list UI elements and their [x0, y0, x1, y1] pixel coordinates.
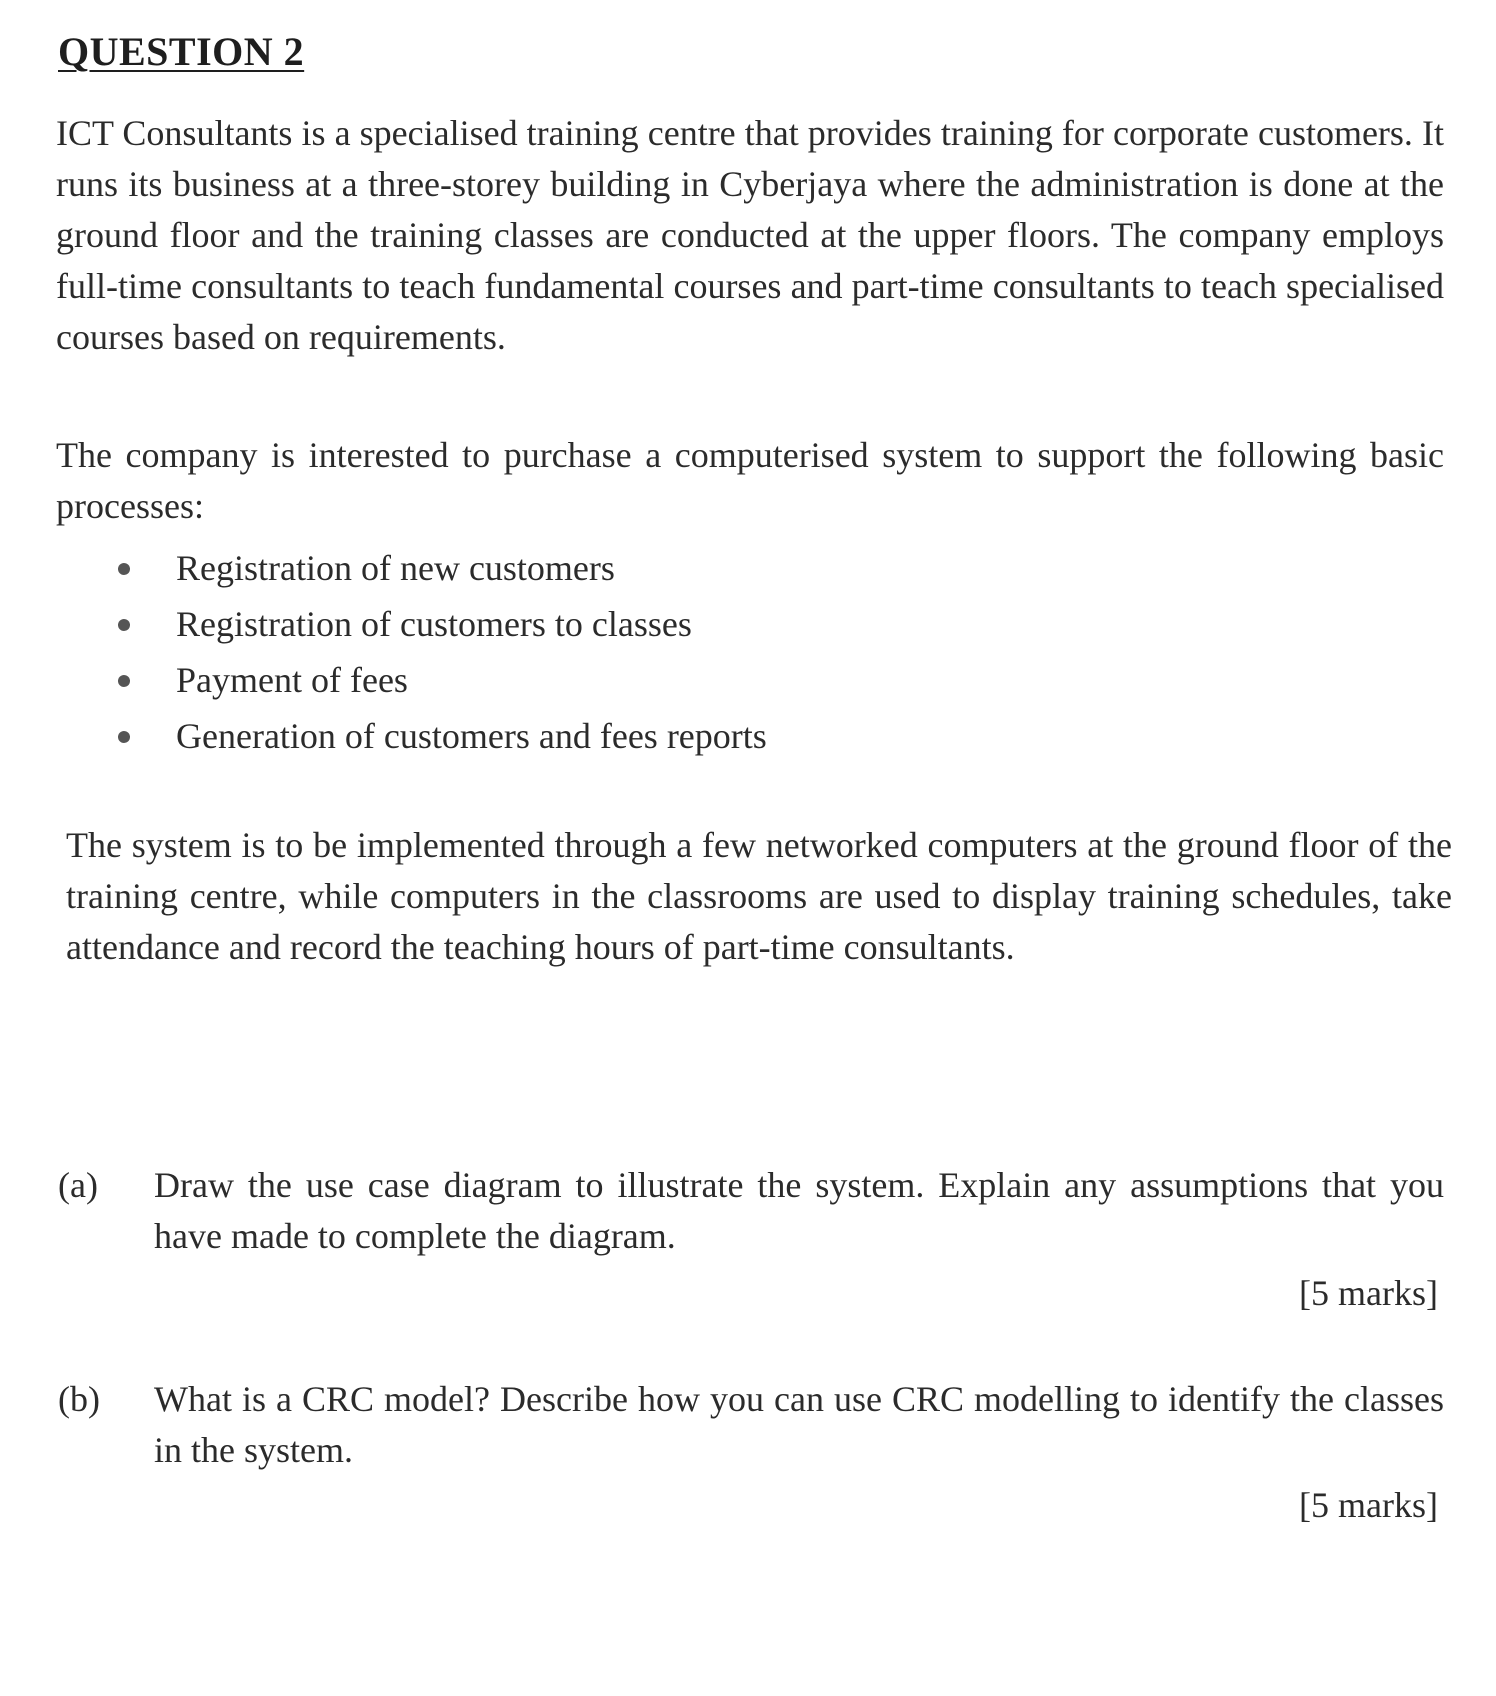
process-label: Registration of customers to classes: [176, 604, 692, 644]
process-label: Registration of new customers: [176, 548, 615, 588]
bullet-icon: [118, 563, 130, 575]
process-list: [110, 540, 767, 764]
processes-intro-paragraph: The company is interested to purchase a computerised system to support the following basic processes:: [56, 435, 1444, 526]
sub-question-text: Draw the use case diagram to illustrate the system. Explain any assumptions that you have made to complete the diagram.: [154, 1165, 1444, 1256]
list-item: [110, 540, 767, 596]
bullet-icon: [118, 619, 130, 631]
bullet-icon: [118, 675, 130, 687]
bullet-icon: [118, 731, 130, 743]
sub-question-label: (b): [58, 1379, 100, 1419]
intro-paragraph: ICT Consultants is a specialised training centre that provides training for corporate customers. It runs its business at a three-storey building in Cyberjaya where the administration is done at the ground floor and the training classes are conducted at the upper floors. The company employs full-time consultants to teach fundamental courses and part-time consultants to teach specialised courses based on requirements.: [56, 113, 1444, 357]
marks-label: [5 marks]: [1299, 1485, 1438, 1525]
implementation-paragraph: The system is to be implemented through a few networked computers at the ground floor of the training centre, while computers in the classrooms are used to display training schedules, take attendance and record the teaching hours of part-time consultants.: [66, 825, 1452, 967]
marks-label: [5 marks]: [1299, 1273, 1438, 1313]
sub-question-label: (a): [58, 1165, 98, 1205]
list-item: [110, 596, 767, 652]
question-heading: QUESTION 2: [58, 29, 305, 74]
list-item: [110, 652, 767, 708]
process-label: Payment of fees: [176, 660, 408, 700]
list-item: [110, 708, 767, 764]
process-label: Generation of customers and fees reports: [176, 716, 767, 756]
sub-question-text: What is a CRC model? Describe how you can use CRC modelling to identify the classes in the system.: [154, 1379, 1444, 1470]
